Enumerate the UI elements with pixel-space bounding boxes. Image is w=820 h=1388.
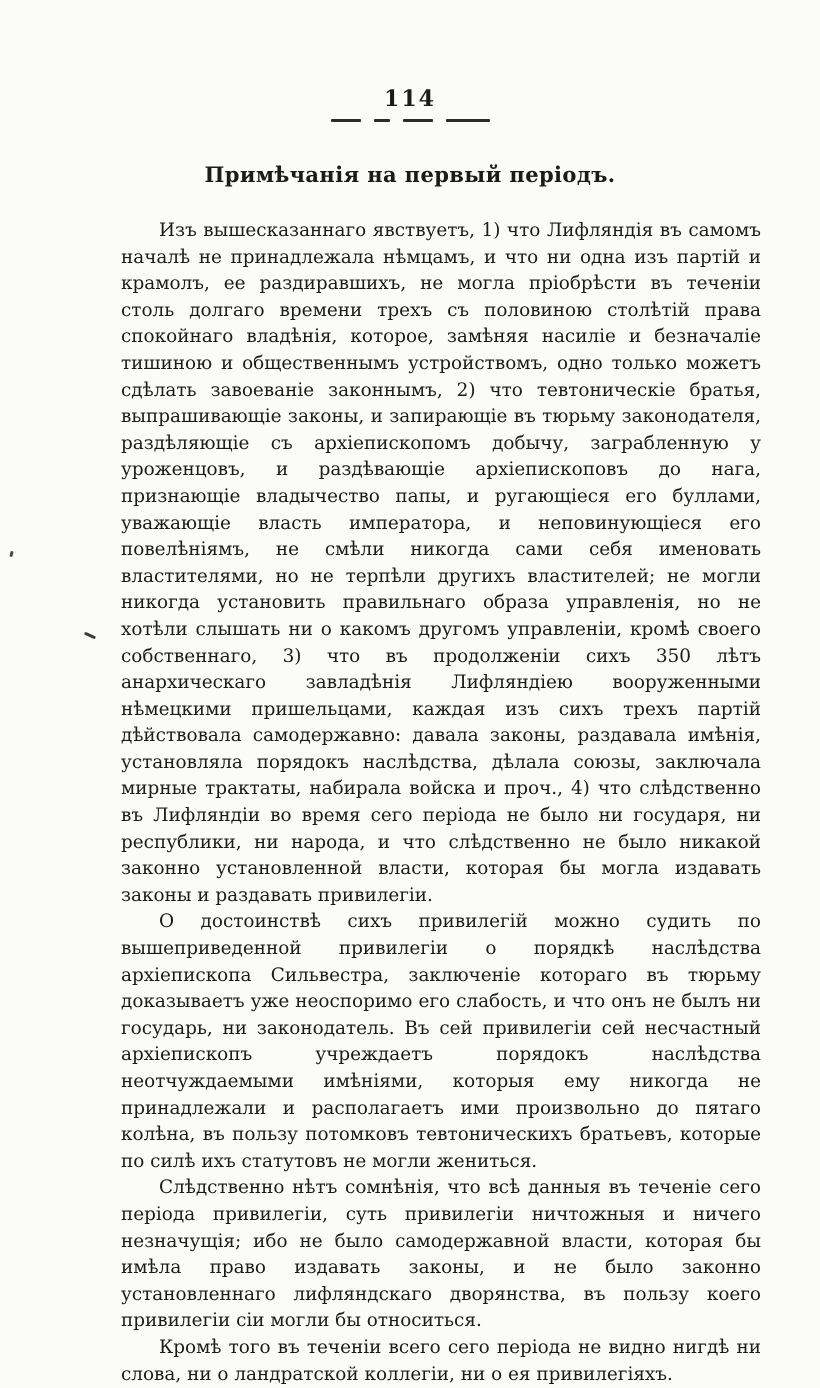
paragraph: О достоинствѣ сихъ привилегій можно судить по вышеприведенной привилегіи о порядкѣ наслѣдства архіепископа Сильвестра, заключеніе котораго въ тюрьму доказываетъ уже неоспоримо его слабость, и что онъ не былъ ни государь, ни законодатель. Въ сей привилегіи сей несчастный архіепископъ учреждаетъ порядокъ наслѣдства неотчуждаемыми имѣніями, которыя ему никогда не принадлежали и располагаетъ ими произвольно до пятаго колѣна, въ пользу потомковъ тевтоническихъ братьевъ, которые по силѣ ихъ статутовъ не могли жениться.: [121, 911, 761, 1172]
scan-speck-artifact: [9, 551, 13, 557]
rule-dash: [403, 119, 433, 122]
rule-dash: [331, 119, 361, 122]
rule-dash: [374, 119, 390, 122]
scan-tick-artifact: [84, 632, 96, 640]
page-number-rule: [0, 119, 820, 122]
rule-dash: [446, 119, 490, 122]
paragraph: Слѣдственно нѣтъ сомнѣнія, что всѣ данныя въ теченіе сего періода привилегіи, суть привилегіи ничтожныя и ничего незначущія; ибо не было самодержавной власти, которая бы имѣла право издавать законы, и не было законно установленнаго лифляндскаго дворянства, въ пользу коего привилегіи сіи могли бы относиться.: [121, 1177, 761, 1332]
page-number: 114: [384, 86, 436, 112]
paragraph: Кромѣ того въ теченіи всего сего періода не видно нигдѣ ни слова, ни о ландратской коллегіи, ни о ея привилегіяхъ.: [121, 1336, 761, 1385]
page-body: [121, 218, 761, 1388]
paragraph: Изъ вышесказаннаго явствуетъ, 1) что Лифляндія въ самомъ началѣ не принадлежала нѣмцамъ, и что ни одна изъ партій и крамолъ, ее раздиравшихъ, не могла пріобрѣсти въ теченіи столь долгаго времени трехъ съ половиною столѣтій права спокойнаго владѣнія, которое, замѣняя насиліе и безначаліе тишиною и общественнымъ устройствомъ, одно только можетъ сдѣлать завоеваніе законнымъ, 2) что тевтоническіе братья, выпрашивающіе законы, и запирающіе въ тюрьму законодателя, раздѣляющіе съ архіепископомъ добычу, заграбленную у уроженцовъ, и раздѣвающіе архіепископовъ до нага, признающіе владычество папы, и ругающіеся его буллами, уважающіе власть императора, и неповинующіеся его повелѣніямъ, не смѣли никогда сами себя именовать властителями, но не терпѣли другихъ властителей; не могли никогда установить правильнаго образа управленія, но не хотѣли слышать ни о какомъ другомъ управленіи, кромѣ своего собственнаго, 3) что въ продолженіи сихъ 350 лѣтъ анархическаго завладѣнія Лифляндіею вооруженными нѣмецкими пришельцами, каждая изъ сихъ трехъ партій дѣйствовала самодержавно: давала законы, раздавала имѣнія, установляла порядокъ наслѣдства, дѣлала союзы, заключала мирные трактаты, набирала войска и проч., 4) что слѣдственно въ Лифляндіи во время сего періода не было ни государя, ни республики, ни народа, и что слѣдственно не было никакой законно установленной власти, которая бы могла издавать законы и раздавать привилегіи.: [121, 220, 761, 906]
page-title: Примѣчанія на первый періодъ.: [204, 162, 616, 187]
